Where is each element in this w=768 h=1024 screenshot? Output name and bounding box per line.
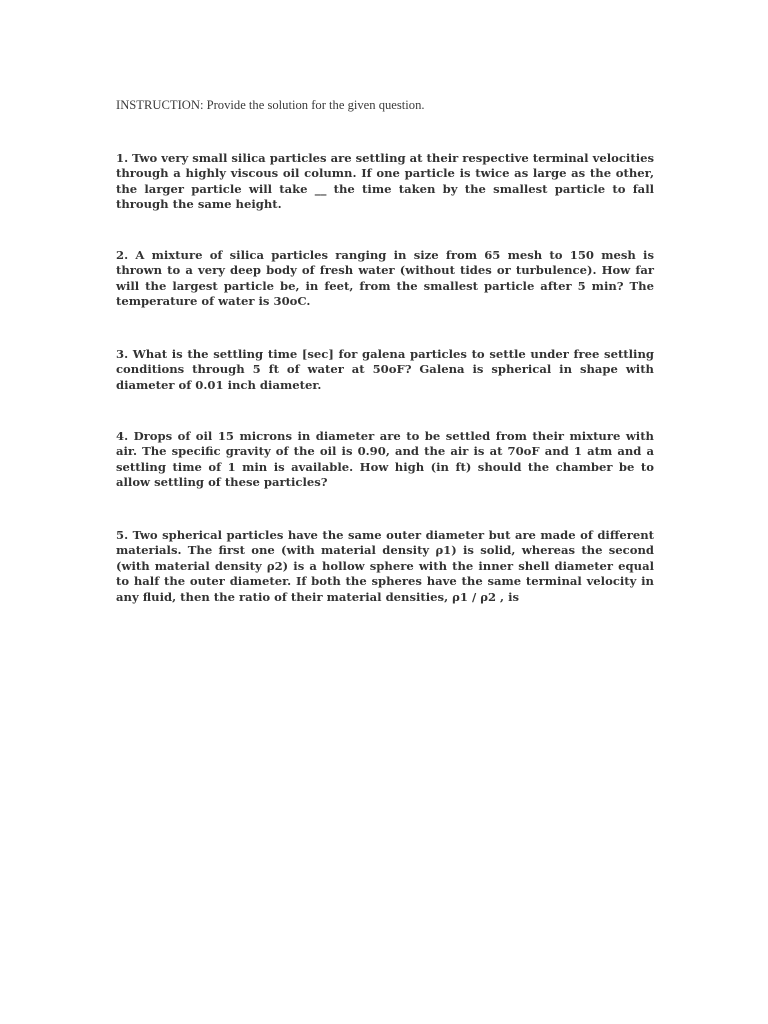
- question-3: 3. What is the settling time [sec] for galena particles to settle under free settling conditions through 5 ft of water at 50oF? Galena is spherical in shape with diameter of 0.01 inch diameter.: [116, 347, 654, 392]
- instruction-text: INSTRUCTION: Provide the solution for the given question.: [116, 98, 425, 112]
- question-4: 4. Drops of oil 15 microns in diameter are to be settled from their mixture with air. The specific gravity of the oil is 0.90, and the air is at 70oF and 1 atm and a settling time of 1 min is available. How high (in ft) should the chamber be to allow settling of these particles?: [116, 429, 654, 490]
- question-1: 1. Two very small silica particles are settling at their respective terminal velocities through a highly viscous oil column. If one particle is twice as large as the other, the larger particle will take __ the time taken by the smallest particle to fall through the same height.: [116, 151, 654, 212]
- question-5: 5. Two spherical particles have the same outer diameter but are made of different materials. The first one (with material density ρ1) is solid, whereas the second (with material density ρ2) is a hollow sphere with the inner shell diameter equal to half the outer diameter. If both the spheres have the same terminal velocity in any fluid, then the ratio of their material densities, ρ1 / ρ2 , is: [116, 528, 654, 604]
- question-2: 2. A mixture of silica particles ranging in size from 65 mesh to 150 mesh is thrown to a very deep body of fresh water (without tides or turbulence). How far will the largest particle be, in feet, from the smallest particle after 5 min? The temperature of water is 30oC.: [116, 248, 654, 309]
